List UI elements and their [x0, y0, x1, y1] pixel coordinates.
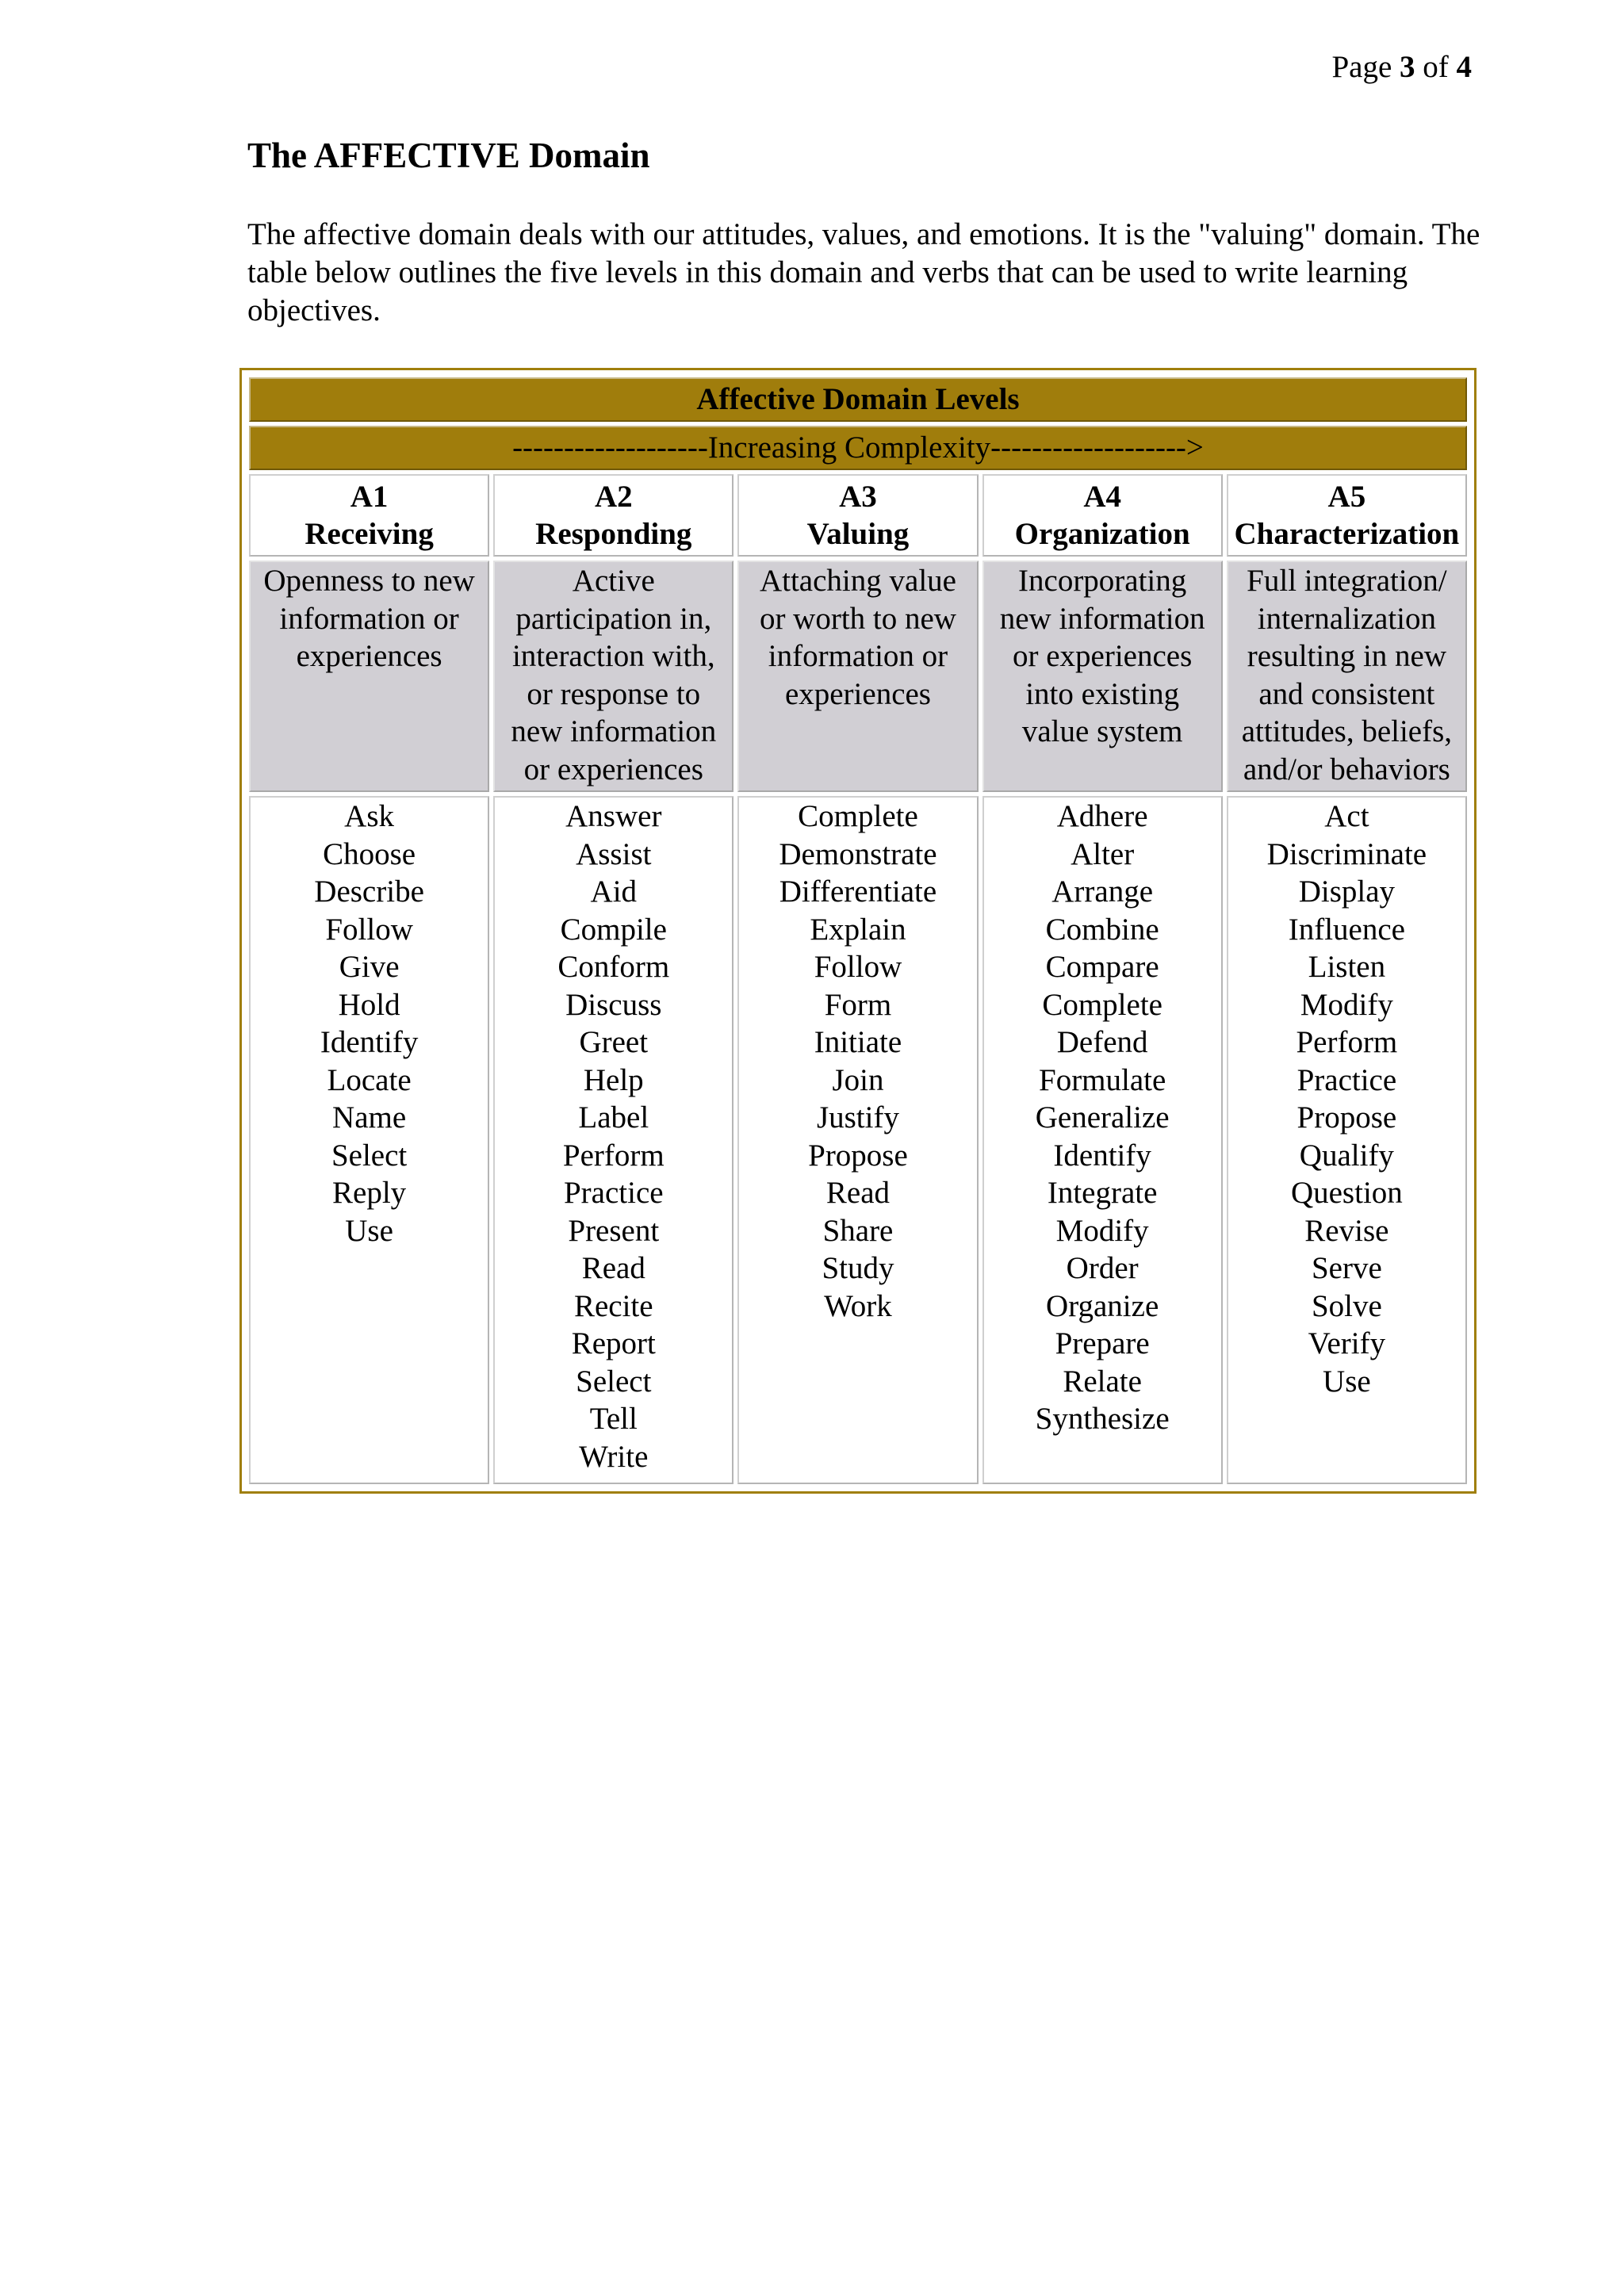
verb-item: Practice [563, 1176, 664, 1210]
level-description-row [249, 561, 1467, 792]
verb-item: Form [824, 987, 892, 1022]
verb-item: Formulate [1039, 1062, 1166, 1097]
level-header-a5 [1227, 474, 1467, 557]
verb-item: Hold [338, 987, 400, 1022]
verb-item: Read [581, 1251, 645, 1285]
page-title: The AFFECTIVE Domain [247, 136, 650, 175]
level-code: A4 [1083, 479, 1121, 514]
level-description-a2 [493, 561, 733, 792]
verb-item: Discuss [565, 987, 662, 1022]
verb-item: Name [332, 1100, 407, 1135]
verb-item: Arrange [1051, 874, 1154, 909]
description-line: and/or behaviors [1243, 752, 1450, 786]
verb-item: Report [571, 1326, 656, 1360]
verb-item: Justify [816, 1100, 899, 1135]
verb-item: Answer [565, 799, 662, 833]
level-header-a2 [493, 474, 733, 557]
verb-item: Relate [1063, 1364, 1142, 1399]
verb-item: Identify [1053, 1138, 1151, 1173]
verb-item: Give [339, 950, 400, 984]
description-line: resulting in new [1247, 639, 1447, 673]
description-line: attitudes, beliefs, [1241, 714, 1453, 748]
level-header-row [249, 474, 1467, 557]
verb-item: Aid [590, 874, 638, 909]
verb-item: Recite [573, 1288, 653, 1323]
verb-item: Describe [314, 874, 424, 909]
verb-item: Practice [1297, 1062, 1397, 1097]
level-header-a3 [737, 474, 978, 557]
verb-item: Order [1066, 1251, 1139, 1285]
verb-item: Explain [810, 912, 906, 947]
complexity-arrow: -------------------Increasing Complexity-------------------> [249, 426, 1467, 470]
description-line: value system [1021, 714, 1183, 748]
level-name: Characterization [1234, 517, 1460, 551]
verb-item: Follow [814, 950, 902, 984]
level-description-a4 [982, 561, 1223, 792]
page-number [1331, 49, 1472, 85]
verb-item: Verify [1308, 1326, 1386, 1360]
table-title: Affective Domain Levels [249, 377, 1467, 422]
verb-item: Differentiate [779, 874, 937, 909]
verb-item: Integrate [1047, 1176, 1158, 1210]
verb-item: Reply [332, 1176, 407, 1210]
verb-item: Help [583, 1062, 644, 1097]
verb-item: Identify [320, 1025, 419, 1059]
verb-item: Propose [808, 1138, 908, 1173]
description-line: experiences [296, 639, 442, 673]
affective-levels-table [245, 373, 1471, 1488]
description-line: interaction with, [511, 639, 715, 673]
verb-item: Work [824, 1288, 892, 1323]
level-name: Receiving [304, 517, 434, 551]
description-line: Incorporating [1018, 564, 1187, 598]
level-verbs-a3 [737, 796, 978, 1484]
verb-item: Qualify [1299, 1138, 1394, 1173]
level-code: A2 [594, 479, 633, 514]
verb-item: Modify [1055, 1213, 1149, 1248]
level-name: Valuing [806, 517, 910, 551]
verb-item: Propose [1297, 1100, 1397, 1135]
verb-item: Compare [1045, 950, 1159, 984]
verb-item: Alter [1071, 836, 1135, 871]
verb-item: Conform [557, 950, 670, 984]
level-header-a1 [249, 474, 489, 557]
level-verbs-row [249, 796, 1467, 1484]
verb-item: Act [1324, 799, 1369, 833]
verb-item: Discriminate [1266, 836, 1427, 871]
description-line: participation in, [515, 601, 712, 636]
verb-item: Use [345, 1213, 393, 1248]
description-line: or experiences [523, 752, 703, 786]
affective-levels-table-frame [239, 368, 1477, 1494]
verb-item: Synthesize [1035, 1402, 1170, 1436]
description-line: or response to [527, 676, 701, 711]
page-of: of [1423, 50, 1449, 84]
verb-item: Serve [1311, 1251, 1382, 1285]
verb-item: Assist [576, 836, 652, 871]
verb-item: Perform [562, 1138, 665, 1173]
level-verbs-a1 [249, 796, 489, 1484]
verb-item: Question [1290, 1176, 1403, 1210]
verb-item: Combine [1045, 912, 1159, 947]
description-line: information or [279, 601, 459, 636]
description-line: and consistent [1258, 676, 1435, 711]
description-line: Attaching value [759, 564, 956, 598]
description-line: new information [511, 714, 717, 748]
verb-item: Present [568, 1213, 660, 1248]
level-name: Organization [1014, 517, 1190, 551]
level-description-a3 [737, 561, 978, 792]
verb-item: Complete [1042, 987, 1162, 1022]
verb-item: Read [825, 1176, 891, 1210]
verb-item: Organize [1046, 1288, 1159, 1323]
verb-item: Select [331, 1138, 408, 1173]
verb-item: Prepare [1055, 1326, 1150, 1360]
level-code: A1 [350, 479, 389, 514]
verb-item: Tell [589, 1402, 638, 1436]
verb-item: Use [1323, 1364, 1371, 1399]
verb-item: Initiate [814, 1025, 902, 1059]
page-total: 4 [1456, 50, 1472, 84]
verb-item: Join [832, 1062, 884, 1097]
verb-item: Adhere [1056, 799, 1148, 833]
verb-item: Solve [1311, 1288, 1382, 1323]
level-verbs-a5 [1227, 796, 1467, 1484]
description-line: experiences [784, 676, 931, 711]
verb-item: Defend [1056, 1025, 1148, 1059]
verb-item: Display [1298, 874, 1396, 909]
verb-item: Choose [323, 836, 416, 871]
page-current: 3 [1400, 50, 1415, 84]
verb-item: Revise [1304, 1213, 1389, 1248]
verb-item: Write [579, 1439, 649, 1474]
description-line: or worth to new [759, 601, 956, 636]
level-code: A5 [1327, 479, 1366, 514]
level-verbs-a4 [982, 796, 1223, 1484]
verb-item: Complete [798, 799, 918, 833]
verb-item: Select [576, 1364, 652, 1399]
level-name: Responding [535, 517, 692, 551]
level-description-a5 [1227, 561, 1467, 792]
verb-item: Greet [579, 1025, 649, 1059]
verb-item: Listen [1308, 950, 1386, 984]
description-line: Openness to new [263, 564, 475, 598]
level-header-a4 [982, 474, 1223, 557]
page-prefix: Page [1331, 50, 1392, 84]
description-line: internalization [1257, 601, 1436, 636]
verb-item: Modify [1300, 987, 1393, 1022]
verb-item: Influence [1288, 912, 1405, 947]
level-verbs-a2 [493, 796, 733, 1484]
description-line: new information [999, 601, 1205, 636]
description-line: Active [572, 564, 655, 598]
intro-paragraph: The affective domain deals with our attitudes, values, and emotions. It is the "valuing" domain. The table below outlines the five levels in this domain and verbs that can be used to write learning objectives. [247, 217, 1480, 327]
verb-item: Compile [560, 912, 667, 947]
description-line: into existing [1025, 676, 1180, 711]
verb-item: Perform [1296, 1025, 1398, 1059]
verb-item: Locate [327, 1062, 412, 1097]
level-description-a1 [249, 561, 489, 792]
verb-item: Generalize [1035, 1100, 1170, 1135]
verb-item: Share [822, 1213, 894, 1248]
description-line: or experiences [1013, 639, 1193, 673]
verb-item: Follow [325, 912, 413, 947]
verb-item: Label [578, 1100, 649, 1135]
description-line: information or [768, 639, 948, 673]
verb-item: Ask [344, 799, 395, 833]
verb-item: Demonstrate [779, 836, 937, 871]
level-code: A3 [839, 479, 877, 514]
description-line: Full integration/ [1247, 564, 1447, 598]
verb-item: Study [822, 1251, 894, 1285]
